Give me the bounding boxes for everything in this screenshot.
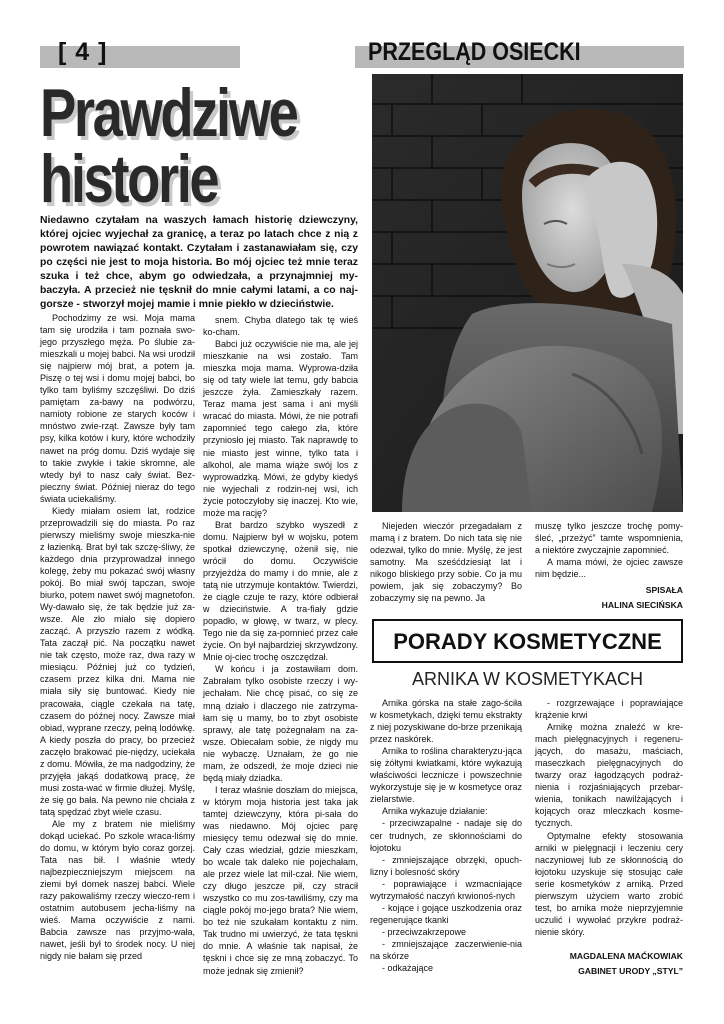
article-title-line1: Prawdziwe — [40, 75, 297, 151]
cosmetics-list-item: - poprawiające i wzmacniające wytrzymałość naczyń krwionoś-nych — [370, 878, 522, 901]
cosmetics-signature-author: MAGDALENA MAĆKOWIAK — [569, 950, 683, 961]
article-title — [40, 75, 297, 217]
article-column-1 — [40, 312, 195, 963]
article-paragraph: Kiedy miałam osiem lat, rodzice przeprowadzili się do miasta. Po raz pierwszy mieliśmy swoje mieszka-nie z łazienką. Brat był tak szczę-śliwy, że każdego dnia przyprowadzał innego kolegę, żeby mu pokazać swój własny pokój. Bo miał swój tapczan, swoje biurko, potem nawet swój magnetofon. Wy-dawało się, że tak będzie już za-wsze. Ale zło miało się dopiero zacząć. A przyszło razem z wódką. Tata zaczął pić. Na początku nawet nie tak często, może raz, dwa razy w miesiącu. Później już co tydzień, czasem przez kilka dni. Mama nie miała siły się buntować. Kiedy nie pracowała, ciągle czekała na tatę, czasem do późnej nocy. Zawsze miał obiad, wyprane rzeczy, pełną lodówkę. A kiedy poszła do pracy, bo przecież zaczęło brakować pie-niędzy, uciekała z domu. Mówiła, że ma nadgodziny, że przyjęła jakąś dodatkową pracę, że musi zosta-wać w firmie dłużej. Myślę, że się go bała. Na pewno nie chciała z tatą spędzać zbyt wiele czasu. — [40, 505, 195, 817]
cosmetics-list-item: - odkażające — [382, 963, 434, 974]
article-paragraph: Brat bardzo szybko wyszedł z domu. Najpierw był w wojsku, potem spotkał dziewczynę, ożenił się, nie wrócił do domu. Oczywiście przyjeżdża do mamy i do mnie, ale z tatą nie utrzymuje kontaktów. Twierdzi, że ciągle czuje te razy, które odbierał w dzieciństwie. A tra-fiały gdzie popadło, w głowę, w twarz, w plecy. Tego nie da się za-pomnieć przez całe życie. On był najbardziej skrzywdzony. Mnie oj-ciec trochę oszczędzał. — [203, 519, 358, 663]
cosmetics-paragraph: Arnika wykazuje działanie: — [382, 806, 488, 817]
cosmetics-column-1 — [370, 697, 522, 974]
article-signature-label: SPISAŁA — [645, 585, 683, 596]
article-lead: Niedawno czytałam na waszych łamach historię dziewczyny, której ojciec wyjechał za granicę, a teraz po latach chce z nią z powrotem nawiązać kontakt. Czytałam i zastanawiałam się, czy po części nie jest to moja historia. Bo mój ojciec też mnie teraz szuka i też chce, abym go odwiedzała, a przynajmniej my-baczyła. A przecież nie tęsknił do mnie całymi latami, a co naj-gorsze - stworzył mojej mamie i mnie piekło w dzieciństwie. — [40, 215, 358, 310]
cosmetics-section-box — [372, 619, 683, 663]
article-column-2 — [203, 314, 358, 977]
page-number: [ 4 ] — [58, 38, 108, 66]
article-paragraph: Babci już oczywiście nie ma, ale jej mieszkanie na wsi zostało. Tam mieszka moja mama. Wyprowa-dziła się od taty wiele lat temu, gdy babcia jeszcze żyła. Zamieszkały razem. Teraz mama jest sama i ani myśli wracać do miasta. Mówi, że nie potrafi zapomnieć tego całego zła, które przyniosło jej miasto. Tak naprawdę to nie miasto jest winne, tylko tata i alkohol, ale mama wiąże swój los z wyprowadzką. Mówi, że gdyby kiedyś nie wyjechali z rodzin-nej wsi, ich życie potoczyłoby się inaczej. Kto wie, może ma rację? — [203, 339, 358, 518]
cosmetics-paragraph: Arnikę można znaleźć w kre-mach pielęgnacyjnych i regeneru-jących, do masażu, maściach, maseczkach pielęgnacyjnych do twarzy oraz łagodzących podraż-nienia i rozjaśniających przebar-wienia, tonikach nawilżających i kojących oraz mleczkach kosme-tycznych. — [535, 722, 683, 829]
cosmetics-paragraph: Arnika to roślina charakteryzu-jąca się żółtymi kwiatkami, które wykazują właściwości lecznicze i powszechnie wykorzystuje się je w kosmetyce oraz zielarstwie. — [370, 746, 522, 805]
article-column-4 — [535, 520, 683, 611]
article-paragraph: I teraz właśnie doszłam do miejsca, w którym moja historia jest taka jak tamtej dziewczyny, która pi-sała do was niedawno. Mój ojciec parę miesięcy temu odezwał się do mnie. Cały czas wiedział, gdzie mieszkam, bo wcale tak daleko nie pojechałam, ale przez wiele lat mil-czał. Nie wiem, czy długo jeszcze pił, czy stracił wszystko co mu zos-tawiliśmy, czy ma ciągle pokój mo-jego brata? Nie wiem, bo też nie szukałam kontaktu z nim. Tak trudno mi uwierzyć, że tata tęskni do mnie. A właśnie tak napisał, że tęskni i chce się ze mną zobaczyć. To może jednak się zmienił? — [203, 784, 358, 976]
cosmetics-list-item: - zmniejszające obrzęki, opuch-lizny i bolesność skóry — [370, 854, 522, 877]
cosmetics-list-item: - przeciwzakrzepowe — [382, 926, 467, 937]
cosmetics-article-title: ARNIKA W KOSMETYKACH — [411, 669, 644, 689]
cosmetics-list-item: - rozgrzewające i poprawiające krążenie krwi — [535, 698, 683, 721]
article-paragraph: snem. Chyba dlatego tak tę wieś ko-cham. — [203, 315, 358, 338]
cosmetics-list-item: - kojące i gojące uszkodzenia oraz regenerujące tkanki — [370, 902, 522, 925]
cosmetics-column-2 — [535, 697, 683, 977]
cosmetics-paragraph: Arnika górska na stałe zago-ściła w kosmetykach, dzięki temu ekstrakty z niej pozyskiwane do-brze przenikają przez naskórek. — [370, 698, 522, 745]
article-paragraph: W końcu i ja zostawiłam dom. Zabrałam tylko osobiste rzeczy i wy-jechałam. Nie chcę pisać, co się ze mną działo i dlaczego nie zatrzyma-łam się u mamy, bo to zbyt osobiste sprawy, ale tatę pożegnałam na za-wsze. Obiecałam sobie, że nigdy mu nie wybaczę. Uznałam, że go nie mam, że odszedł, że moje dzieci nie będą miały dziadka. — [203, 664, 358, 783]
cosmetics-section-title: PORADY KOSMETYCZNE — [393, 629, 662, 654]
cosmetics-signature-salon: GABINET URODY „STYL” — [578, 965, 683, 976]
article-paragraph: Ale my z bratem nie mieliśmy dokąd uciekać. Po szkole wraca-liśmy do domu, w którym było coraz gorzej. Tata nas bił. I właśnie wtedy najbezpieczniejszym miejscem na ziemi był domek naszej babci. Wiele razy pakowaliśmy rzeczy wieczo-rem i ostatnim autobusem jecha-liśmy na wieś. Mama oczywiście z nami. Babcia zawsze nas przyjmo-wała, nawet, jeśli był to środek nocy. U niej nigdy nie bałam się przed — [40, 818, 195, 962]
article-signature-author: HALINA SIECIŃSKA — [601, 600, 683, 611]
article-paragraph: Niejeden wieczór przegadałam z mamą i z bratem. Do nich tata się nie odezwał, tylko do mnie. Myślę, że jest samotny. Ma sześćdziesiąt lat i nikogo bliskiego przy sobie. Co ja mu powiem, jak się zobaczymy? Bo zobaczymy się na pewno. Ja — [370, 521, 522, 604]
masthead: PRZEGLĄD OSIECKI — [368, 38, 581, 66]
cosmetics-paragraph: Optymalne efekty stosowania arniki w pielęgnacji i leczeniu cery naczyniowej lub ze skłonnością do łojotoku uzyskuje się stosując całe serie kosmetyków z arniką. Przed pierwszym użyciem warto zrobić test, bo arnika może nieprzyjemnie uczulić i wywołać przykre podraż-nienie skóry. — [535, 830, 683, 937]
article-paragraph: muszę tylko jeszcze trochę pomy-śleć, „przeżyć” tamte wspomnienia, a niektóre zwyczajnie zapomnieć. — [535, 521, 683, 556]
article-paragraph: A mama mówi, że ojciec zawsze nim będzie... — [535, 557, 683, 580]
article-photo — [372, 74, 683, 512]
article-column-3 — [370, 520, 522, 604]
article-paragraph: Pochodzimy ze wsi. Moja mama tam się urodziła i tam poznała swo-jego przyszłego męża. Po ślubie za-mieszkali u mojej babci. Na wsi urodził się najpierw mój brat, a potem ja. Piszę o tej wsi i domu mojej babci, bo tylko tam byliśmy szczęśliwi. Do dziś pamiętam za-bawy na podwórzu, namioty robione ze starych koców i mnóstwo zwie-rząt. Zawsze były tam psy, kilka kotów i kury, które wchodziły nawet na próg domu. Dziś wydaje się to takie zwykłe i takie skromne, ale wtedy był to nasz cały świat. Bez-pieczny świat. Później nieraz do tego świata uciekaliśmy. — [40, 313, 195, 504]
article-title-line2: historie — [40, 141, 218, 217]
sad-girl-photo — [372, 74, 683, 512]
cosmetics-list-item: - przeciwzapalne - nadaje się do cer trudnych, ze skłonnościami do łojotoku — [370, 818, 522, 853]
cosmetics-list-item: - zmniejszające zaczerwienie-nia na skórze — [370, 938, 522, 961]
